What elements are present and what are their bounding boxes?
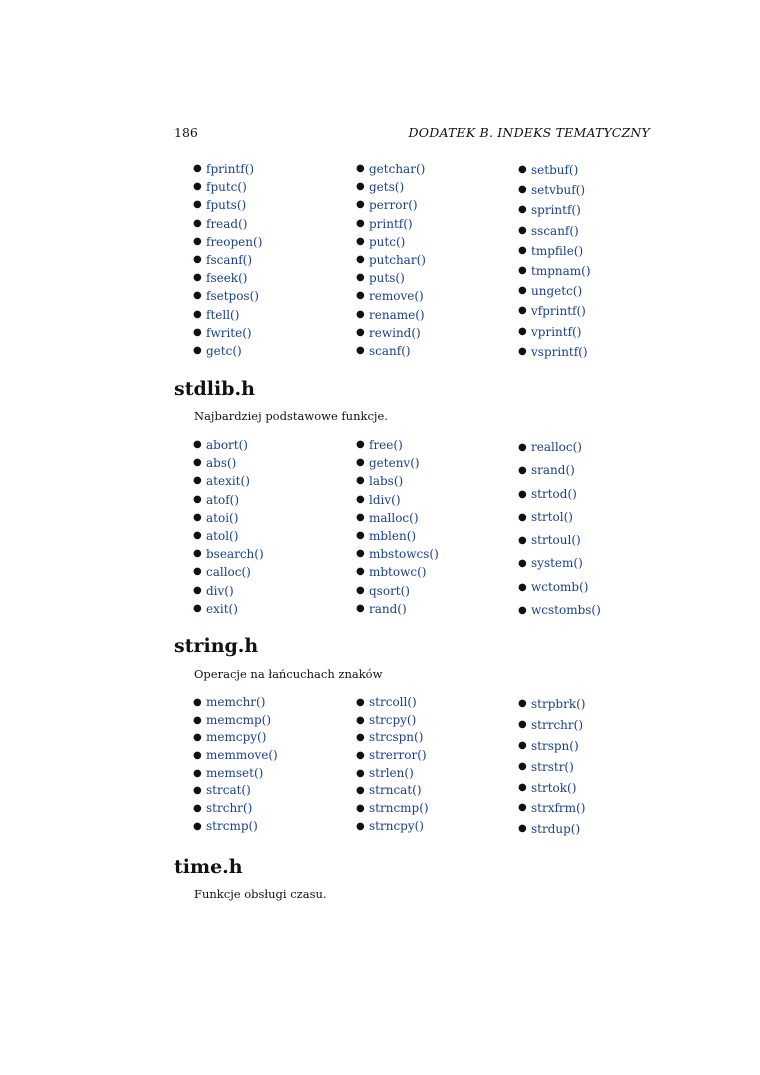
function-list-item	[193, 472, 264, 490]
bullet-icon: ●	[356, 439, 365, 450]
function-list-item	[193, 800, 278, 818]
function-list-item	[193, 342, 262, 360]
function-list-item	[193, 454, 264, 472]
function-list-item	[193, 178, 262, 196]
bullet-icon: ●	[518, 465, 527, 477]
bullet-icon: ●	[356, 290, 365, 302]
function-link[interactable]: exit()	[206, 601, 238, 616]
bullet-icon: ●	[193, 750, 202, 762]
function-list-item	[356, 818, 429, 836]
function-list-item	[193, 196, 262, 214]
function-list-item	[518, 322, 591, 342]
bullet-icon: ●	[356, 548, 365, 560]
function-link[interactable]: abort()	[206, 438, 248, 452]
function-link[interactable]: wcstombs()	[531, 603, 601, 618]
bullet-icon: ●	[356, 803, 365, 815]
function-link[interactable]: abs()	[206, 456, 237, 471]
section-desc-string: Operacje na łańcuchach znaków	[194, 667, 383, 681]
function-list-item	[193, 509, 264, 527]
function-list-item	[518, 436, 601, 459]
bullet-icon: ●	[193, 475, 202, 487]
function-list-item	[193, 491, 264, 509]
function-list-item	[356, 563, 439, 581]
function-list-item	[356, 747, 429, 765]
bullet-icon: ●	[518, 558, 527, 570]
function-link[interactable]: memcmp()	[206, 712, 272, 727]
function-list-item	[518, 200, 591, 220]
function-link[interactable]: vfprintf()	[531, 304, 586, 319]
function-list-item	[193, 582, 264, 600]
function-link[interactable]: calloc()	[206, 565, 251, 580]
bullet-icon: ●	[356, 493, 365, 505]
function-list-item	[193, 600, 264, 618]
function-link[interactable]: atof()	[206, 492, 240, 507]
function-list-item	[518, 819, 585, 840]
function-link[interactable]: fscanf()	[206, 252, 253, 267]
bullet-icon: ●	[356, 566, 365, 578]
bullet-icon: ●	[518, 698, 527, 709]
function-link[interactable]: fputc()	[206, 180, 247, 195]
function-list-item	[518, 301, 591, 321]
bullet-icon: ●	[193, 181, 202, 193]
bullet-icon: ●	[356, 697, 365, 708]
bullet-icon: ●	[193, 548, 202, 560]
function-list-item	[356, 178, 426, 196]
bullet-icon: ●	[193, 732, 202, 744]
function-link[interactable]: strspn()	[531, 738, 579, 753]
bullet-icon: ●	[356, 457, 365, 469]
function-list-item	[356, 436, 439, 454]
bullet-icon: ●	[356, 750, 365, 762]
function-link[interactable]: strncpy()	[369, 818, 424, 833]
bullet-icon: ●	[193, 820, 202, 832]
bullet-icon: ●	[518, 760, 527, 772]
function-list-item	[356, 342, 426, 360]
function-link[interactable]: strtok()	[531, 780, 577, 795]
function-link[interactable]: memmove()	[206, 748, 278, 763]
bullet-icon: ●	[518, 224, 527, 236]
function-list-item	[518, 757, 585, 778]
bullet-icon: ●	[193, 290, 202, 302]
function-link[interactable]: scanf()	[369, 343, 411, 358]
function-list-item	[356, 491, 439, 509]
bullet-icon: ●	[193, 566, 202, 578]
stdlib-list-col2	[356, 436, 439, 618]
bullet-icon: ●	[193, 584, 202, 596]
stdlib-list-col3	[518, 436, 601, 622]
function-list-item	[518, 506, 601, 529]
function-list-item	[518, 221, 591, 241]
bullet-icon: ●	[193, 493, 202, 505]
function-list-item	[193, 563, 264, 581]
function-link[interactable]: gets()	[369, 180, 405, 195]
bullet-icon: ●	[356, 529, 365, 541]
bullet-icon: ●	[356, 344, 365, 356]
function-list-item	[356, 765, 429, 783]
function-link[interactable]: fseek()	[206, 271, 248, 286]
function-link[interactable]: fread()	[206, 216, 248, 231]
function-link[interactable]: atol()	[206, 528, 239, 543]
bullet-icon: ●	[193, 511, 202, 523]
section-title-stdlib: stdlib.h	[174, 378, 255, 400]
function-link[interactable]: setvbuf()	[531, 183, 586, 198]
function-list-item	[193, 324, 262, 342]
bullet-icon: ●	[518, 305, 527, 317]
function-list-item	[356, 233, 426, 251]
function-list-item	[518, 180, 591, 200]
function-link[interactable]: strncmp()	[369, 801, 429, 816]
bullet-icon: ●	[518, 781, 527, 793]
function-link[interactable]: atoi()	[206, 510, 239, 525]
bullet-icon: ●	[356, 767, 365, 779]
function-list-item	[356, 800, 429, 818]
function-link[interactable]: mbstowcs()	[369, 547, 439, 562]
bullet-icon: ●	[518, 264, 527, 276]
function-link[interactable]: putc()	[369, 234, 406, 249]
function-list-item	[518, 576, 601, 599]
function-list-item	[356, 306, 426, 324]
function-list-item	[356, 545, 439, 563]
function-list-item	[193, 436, 264, 454]
bullet-icon: ●	[356, 785, 365, 797]
function-list-item	[193, 160, 262, 178]
function-list-item	[518, 778, 585, 799]
stdio-list-col3	[518, 160, 591, 362]
bullet-icon: ●	[193, 529, 202, 541]
section-desc-time: Funkcje obsługi czasu.	[194, 887, 327, 901]
function-list-item	[356, 712, 429, 730]
function-list-item	[356, 251, 426, 269]
function-link[interactable]: sscanf()	[531, 223, 579, 238]
bullet-icon: ●	[193, 308, 202, 320]
function-list-item	[356, 472, 439, 490]
bullet-icon: ●	[518, 739, 527, 751]
bullet-icon: ●	[356, 163, 365, 174]
function-list-item	[193, 287, 262, 305]
function-list-item	[193, 545, 264, 563]
string-list-col1	[193, 694, 278, 836]
function-link[interactable]: fwrite()	[206, 325, 252, 340]
bullet-icon: ●	[518, 244, 527, 256]
function-link[interactable]: atexit()	[206, 474, 250, 489]
function-list-item	[193, 818, 278, 836]
function-list-item	[356, 324, 426, 342]
function-link[interactable]: wctomb()	[531, 579, 589, 594]
function-link[interactable]: div()	[206, 583, 234, 598]
bullet-icon: ●	[356, 217, 365, 229]
function-list-item	[193, 269, 262, 287]
function-link[interactable]: system()	[531, 556, 583, 571]
function-link[interactable]: strdup()	[531, 822, 581, 837]
function-link[interactable]: putchar()	[369, 252, 426, 267]
function-link[interactable]: strstr()	[531, 759, 574, 774]
function-link[interactable]: strlen()	[369, 765, 414, 780]
function-list-item	[518, 342, 591, 362]
function-link[interactable]: freopen()	[206, 234, 263, 249]
function-link[interactable]: strchr()	[206, 801, 253, 816]
function-link[interactable]: realloc()	[531, 440, 582, 454]
function-link[interactable]: remove()	[369, 289, 424, 304]
section-title-time: time.h	[174, 856, 243, 878]
bullet-icon: ●	[518, 164, 527, 175]
bullet-icon: ●	[193, 344, 202, 356]
function-list-item	[356, 527, 439, 545]
stdio-list-col2	[356, 160, 426, 360]
function-link[interactable]: printf()	[369, 216, 413, 231]
function-list-item	[518, 552, 601, 575]
function-link[interactable]: strtoul()	[531, 533, 581, 548]
page-number: 186	[174, 125, 198, 140]
bullet-icon: ●	[193, 767, 202, 779]
function-link[interactable]: labs()	[369, 474, 404, 489]
function-link[interactable]: strcmp()	[206, 818, 258, 833]
function-list-item	[518, 694, 585, 715]
function-list-item	[193, 694, 278, 712]
function-link[interactable]: ungetc()	[531, 284, 583, 299]
function-link[interactable]: strtod()	[531, 486, 577, 501]
function-list-item	[193, 747, 278, 765]
function-link[interactable]: mbtowc()	[369, 565, 427, 580]
bullet-icon: ●	[356, 235, 365, 247]
function-link[interactable]: strxfrm()	[531, 801, 586, 816]
function-link[interactable]: srand()	[531, 463, 575, 478]
bullet-icon: ●	[356, 272, 365, 284]
bullet-icon: ●	[193, 272, 202, 284]
bullet-icon: ●	[193, 326, 202, 338]
bullet-icon: ●	[518, 823, 527, 835]
function-list-item	[518, 281, 591, 301]
function-list-item	[193, 215, 262, 233]
function-link[interactable]: qsort()	[369, 583, 410, 598]
function-link[interactable]: strcspn()	[369, 730, 424, 745]
function-list-item	[518, 459, 601, 482]
bullet-icon: ●	[356, 714, 365, 726]
function-link[interactable]: strerror()	[369, 748, 427, 763]
function-link[interactable]: vsprintf()	[531, 344, 588, 359]
bullet-icon: ●	[356, 253, 365, 265]
bullet-icon: ●	[356, 475, 365, 487]
function-link[interactable]: puts()	[369, 271, 405, 286]
function-link[interactable]: fputs()	[206, 198, 247, 213]
function-link[interactable]: tmpfile()	[531, 243, 584, 258]
bullet-icon: ●	[193, 697, 202, 708]
chapter-title: DODATEK B. INDEKS TEMATYCZNY	[408, 125, 650, 140]
function-link[interactable]: vprintf()	[531, 324, 582, 339]
function-list-item	[356, 287, 426, 305]
function-link[interactable]: ldiv()	[369, 492, 401, 507]
bullet-icon: ●	[193, 253, 202, 265]
function-list-item	[193, 233, 262, 251]
bullet-icon: ●	[518, 535, 527, 547]
function-list-item	[356, 160, 426, 178]
function-list-item	[356, 215, 426, 233]
running-head	[174, 124, 650, 142]
bullet-icon: ●	[518, 802, 527, 814]
bullet-icon: ●	[356, 308, 365, 320]
bullet-icon: ●	[518, 605, 527, 617]
function-list-item	[193, 782, 278, 800]
function-link[interactable]: fprintf()	[206, 162, 255, 176]
function-list-item	[193, 765, 278, 783]
bullet-icon: ●	[193, 439, 202, 450]
function-list-item	[518, 798, 585, 819]
bullet-icon: ●	[518, 204, 527, 216]
bullet-icon: ●	[356, 326, 365, 338]
function-link[interactable]: getchar()	[369, 162, 426, 176]
bullet-icon: ●	[193, 714, 202, 726]
function-link[interactable]: rename()	[369, 307, 425, 322]
stdlib-list-col1	[193, 436, 264, 618]
function-list-item	[193, 712, 278, 730]
function-link[interactable]: strtol()	[531, 509, 573, 524]
function-link[interactable]: strcoll()	[369, 695, 417, 709]
function-link[interactable]: memset()	[206, 765, 264, 780]
bullet-icon: ●	[518, 325, 527, 337]
bullet-icon: ●	[518, 581, 527, 593]
string-list-col2	[356, 694, 429, 836]
function-link[interactable]: perror()	[369, 198, 418, 213]
function-link[interactable]: rand()	[369, 601, 407, 616]
function-list-item	[518, 529, 601, 552]
bullet-icon: ●	[193, 785, 202, 797]
function-link[interactable]: fsetpos()	[206, 289, 259, 304]
function-list-item	[518, 599, 601, 622]
bullet-icon: ●	[356, 511, 365, 523]
function-link[interactable]: free()	[369, 438, 403, 452]
function-link[interactable]: strcat()	[206, 783, 251, 798]
function-list-item	[356, 782, 429, 800]
function-list-item	[518, 160, 591, 180]
function-list-item	[518, 715, 585, 736]
function-list-item	[518, 483, 601, 506]
bullet-icon: ●	[356, 732, 365, 744]
bullet-icon: ●	[518, 345, 527, 357]
function-link[interactable]: malloc()	[369, 510, 419, 525]
bullet-icon: ●	[356, 602, 365, 614]
function-list-item	[356, 582, 439, 600]
function-link[interactable]: rewind()	[369, 325, 421, 340]
bullet-icon: ●	[518, 718, 527, 730]
function-link[interactable]: getc()	[206, 343, 242, 358]
function-list-item	[193, 251, 262, 269]
function-list-item	[356, 509, 439, 527]
function-list-item	[193, 527, 264, 545]
bullet-icon: ●	[518, 488, 527, 500]
bullet-icon: ●	[193, 235, 202, 247]
bullet-icon: ●	[518, 285, 527, 297]
stdio-list-col1	[193, 160, 262, 360]
function-link[interactable]: memchr()	[206, 695, 266, 709]
function-link[interactable]: setbuf()	[531, 163, 579, 177]
bullet-icon: ●	[356, 584, 365, 596]
bullet-icon: ●	[356, 820, 365, 832]
bullet-icon: ●	[518, 184, 527, 196]
string-list-col3	[518, 694, 585, 840]
bullet-icon: ●	[356, 181, 365, 193]
function-link[interactable]: mblen()	[369, 528, 417, 543]
function-list-item	[356, 454, 439, 472]
function-link[interactable]: ftell()	[206, 307, 240, 322]
bullet-icon: ●	[193, 803, 202, 815]
function-link[interactable]: strpbrk()	[531, 697, 586, 711]
function-link[interactable]: tmpnam()	[531, 263, 591, 278]
function-link[interactable]: strrchr()	[531, 717, 584, 732]
function-list-item	[356, 600, 439, 618]
bullet-icon: ●	[193, 602, 202, 614]
bullet-icon: ●	[193, 457, 202, 469]
function-list-item	[356, 729, 429, 747]
function-list-item	[193, 729, 278, 747]
bullet-icon: ●	[193, 217, 202, 229]
bullet-icon: ●	[518, 442, 527, 453]
function-list-item	[356, 694, 429, 712]
function-list-item	[518, 261, 591, 281]
function-link[interactable]: memcpy()	[206, 730, 267, 745]
bullet-icon: ●	[193, 163, 202, 174]
function-list-item	[518, 241, 591, 261]
bullet-icon: ●	[193, 199, 202, 211]
function-list-item	[356, 269, 426, 287]
section-title-string: string.h	[174, 635, 259, 657]
function-link[interactable]: bsearch()	[206, 547, 264, 562]
function-list-item	[193, 306, 262, 324]
function-link[interactable]: strcpy()	[369, 712, 417, 727]
function-link[interactable]: strncat()	[369, 783, 422, 798]
bullet-icon: ●	[356, 199, 365, 211]
bullet-icon: ●	[518, 511, 527, 523]
function-link[interactable]: getenv()	[369, 456, 420, 471]
function-list-item	[518, 736, 585, 757]
function-list-item	[356, 196, 426, 214]
section-desc-stdlib: Najbardziej podstawowe funkcje.	[194, 409, 388, 423]
function-link[interactable]: sprintf()	[531, 203, 581, 218]
